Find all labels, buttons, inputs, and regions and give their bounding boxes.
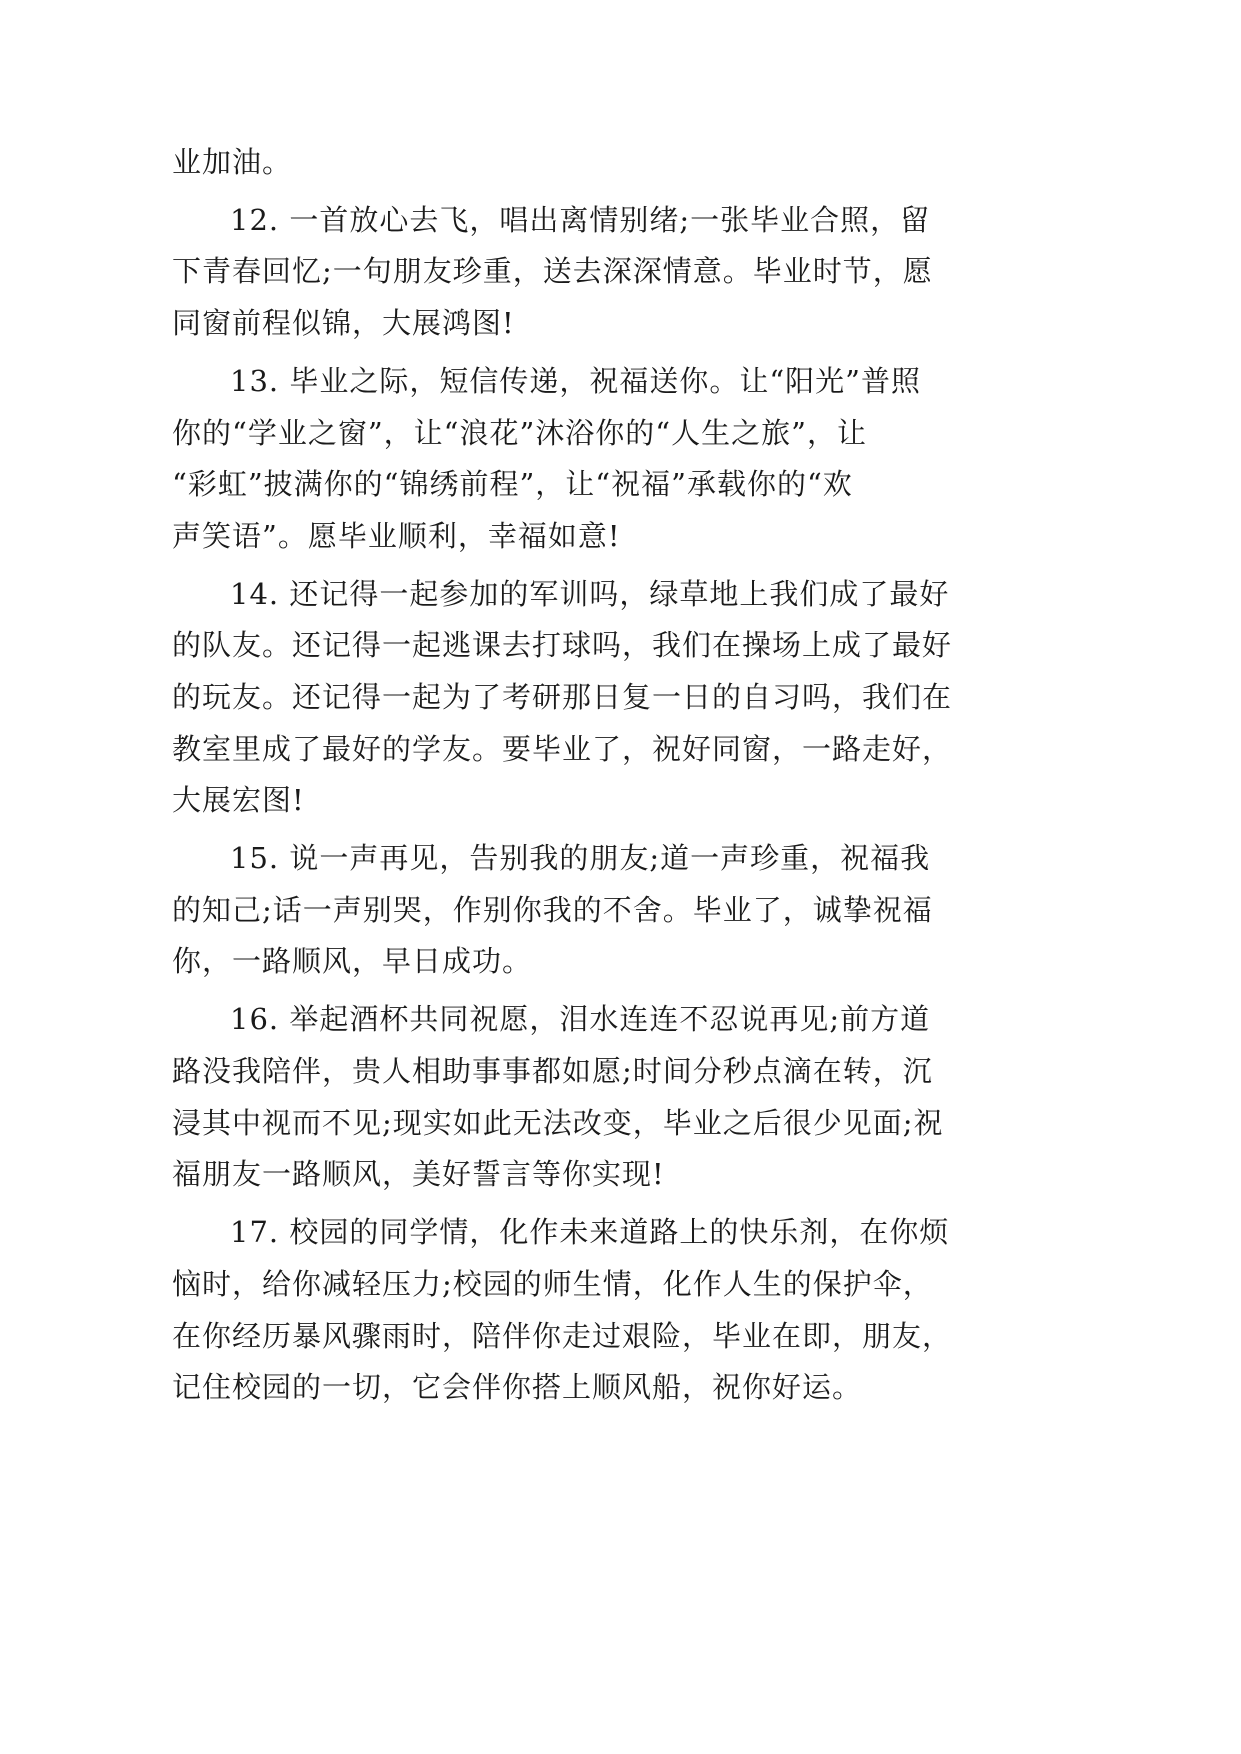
text-line: 13. 毕业之际，短信传递，祝福送你。让“阳光”普照 [230,364,921,398]
text-line: 在你经历暴风骤雨时，陪伴你走过艰险，毕业在即，朋友， [172,1319,953,1353]
text-line: 恼时，给你减轻压力;校园的师生情，化作人生的保护伞， [172,1267,933,1301]
text-line: 福朋友一路顺风，美好誓言等你实现! [172,1157,665,1191]
text-line: 17. 校园的同学情，化作未来道路上的快乐剂，在你烦 [230,1215,950,1249]
text-line: 教室里成了最好的学友。要毕业了，祝好同窗，一路走好， [172,732,953,766]
text-line: 的知己;话一声别哭，作别你我的不舍。毕业了，诚挚祝福 [172,893,933,927]
text-line: 你的“学业之窗”，让“浪花”沐浴你的“人生之旅”，让 [172,416,867,450]
text-line: 16. 举起酒杯共同祝愿，泪水连连不忍说再见;前方道 [230,1002,931,1036]
text-line: 你，一路顺风，早日成功。 [172,944,533,978]
text-line: 15. 说一声再见，告别我的朋友;道一声珍重，祝福我 [230,841,931,875]
text-line: 记住校园的一切，它会伴你搭上顺风船，祝你好运。 [172,1370,863,1404]
text-line: 的队友。还记得一起逃课去打球吗，我们在操场上成了最好 [172,628,953,662]
text-line: 声笑语”。愿毕业顺利，幸福如意! [172,519,621,553]
text-line: 下青春回忆;一句朋友珍重，送去深深情意。毕业时节，愿 [172,254,933,288]
text-line: 路没我陪伴，贵人相助事事都如愿;时间分秒点滴在转，沉 [172,1054,933,1088]
text-line: 同窗前程似锦，大展鸿图! [172,306,515,340]
text-line: 业加油。 [172,145,293,179]
text-line: 的玩友。还记得一起为了考研那日复一日的自习吗，我们在 [172,680,953,714]
text-line: 浸其中视而不见;现实如此无法改变，毕业之后很少见面;祝 [172,1106,944,1140]
text-line: 14. 还记得一起参加的军训吗，绿草地上我们成了最好 [230,577,950,611]
text-line: 大展宏图! [172,783,305,817]
text-line: 12. 一首放心去飞，唱出离情别绪;一张毕业合照，留 [230,203,931,237]
text-line: “彩虹”披满你的“锦绣前程”，让“祝福”承载你的“欢 [172,467,853,501]
